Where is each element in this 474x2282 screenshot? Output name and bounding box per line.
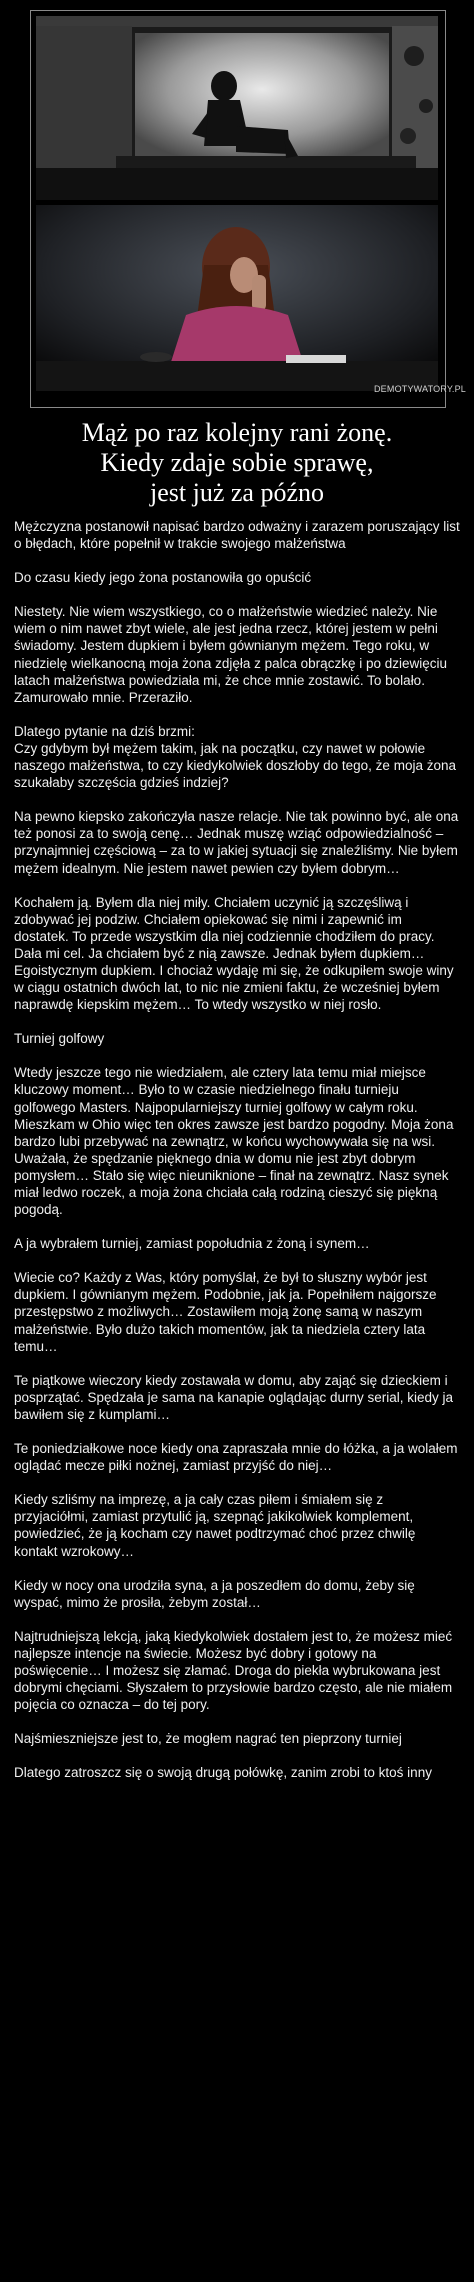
paragraph: A ja wybrałem turniej, zamiast popołudnia z żoną i synem… xyxy=(14,1236,370,1252)
paragraph: Wtedy jeszcze tego nie wiedziałem, ale cztery lata temu miał miejsce kluczowy moment… Było to w czasie niedzielnego finału turnieju golfowego Masters. Najpopularniejszy turniej golfowy w całym roku. Mieszkam w Ohio więc ten okres zawsze jest bardzo pogodny. Moja żona bardzo lubi przebywać na zewnątrz, w końcu wychowywała się na wsi. Uważała, że spędzanie pięknego dnia w domu nie jest zbyt dobrym pomysłem… Stało się więc nieuniknione – finał na zewnątrz. Nasz synek miał ledwo roczek, a moja żona chciała całą rodziną cieszyć się piękną pogodą. xyxy=(14,1065,454,1218)
paragraph: Najśmieszniejsze jest to, że mogłem nagrać ten pieprzony turniej xyxy=(14,1731,402,1747)
paragraph: Te piątkowe wieczory kiedy zostawała w domu, aby zająć się dzieckiem i posprzątać. Spędzała je sama na kanapie oglądając durny serial, kiedy ja bawiłem się z kumplami… xyxy=(14,1372,454,1422)
title-line-2: Kiedy zdaje sobie sprawę, xyxy=(100,448,374,477)
title-line-3: jest już za późno xyxy=(150,478,324,507)
paragraph: Niestety. Nie wiem wszystkiego, co o małżeństwie wiedzieć należy. Nie wiem o nim nawet zbyt wiele, ale jest jedna rzecz, której jestem w pełni świadomy. Jestem dupkiem i byłem gównianym mężem. Tego roku, w niedzielę wielkanocną moja żona zdjęła z palca obrączkę i po dziewięciu latach małżeństwa powiedziała mi, że chce mnie zostawić. To bolało. Zamurowało mnie. Przeraziło. xyxy=(14,604,447,705)
woman-at-table-illustration xyxy=(36,205,438,391)
paragraph: Wiecie co? Każdy z Was, który pomyślał, że był to słuszny wybór jest dupkiem. I gównianym mężem. Podobnie, jak ja. Popełniłem najgorsze przestępstwo z możliwych… Zostawiłem moją żonę samą w naszym małżeństwie. Było dużo takich momentów, jak ta niedziela cztery lata temu… xyxy=(14,1270,437,1354)
paragraph: Do czasu kiedy jego żona postanowiła go opuścić xyxy=(14,570,312,586)
paragraph: Turniej golfowy xyxy=(14,1031,105,1047)
photo-man-in-window xyxy=(36,16,438,200)
man-in-window-illustration xyxy=(36,16,438,200)
paragraph: Kiedy szliśmy na imprezę, a ja cały czas piłem i śmiałem się z przyjaciółmi, zamiast przytulić ją, szepnąć jakikolwiek komplement, powiedzieć, że ją kocham czy nawet podtrzymać choć przez chwilę kontakt wzrokowy… xyxy=(14,1492,416,1559)
paragraph: Na pewno kiepsko zakończyła nasze relacje. Nie tak powinno być, ale ona też ponosi za to swoją cenę… Jednak muszę wziąć odpowiedzialność – przynajmniej częściową – za to w jakiej sytuacji się znaleźliśmy. Nie byłem mężem idealnym. Nie jestem nawet pewien czy byłem dobrym… xyxy=(14,809,459,876)
title-line-1: Mąż po raz kolejny rani żonę. xyxy=(81,418,393,447)
paragraph: Najtrudniejszą lekcją, jaką kiedykolwiek dostałem jest to, że możesz mieć najlepsze intencje na świecie. Możesz być dobry i gotowy na poświęcenie… I możesz się złamać. Droga do piekła wybrukowana jest dobrymi chęciami. Słyszałem to przysłowie bardzo często, ale nie miałem pojęcia co oznacza – do tej pory. xyxy=(14,1628,453,1713)
paragraph: Dlatego pytanie na dziś brzmi: Czy gdybym był mężem takim, jak na początku, czy nawet w połowie naszego małżeństwa, to czy kiedykolwiek doszłoby do tego, że moja żona szukałaby szczęścia gdzieś indziej? xyxy=(14,723,456,791)
paragraph: Mężczyzna postanowił napisać bardzo odważny i zarazem poruszający list o błędach, które popełnił w trakcie swojego małżeństwa xyxy=(14,519,460,552)
paragraph: Dlatego zatroszcz się o swoją drugą połówkę, zanim zrobi to ktoś inny xyxy=(14,1765,432,1781)
paragraph: Kiedy w nocy ona urodziła syna, a ja poszedłem do domu, żeby się wyspać, mimo że prosiła, żebym został… xyxy=(14,1577,415,1610)
post-body xyxy=(14,518,460,1798)
photo-woman-at-table xyxy=(36,205,438,391)
post-title xyxy=(0,418,474,508)
watermark: DEMOTYWATORY.PL xyxy=(373,384,466,394)
paragraph: Kochałem ją. Byłem dla niej miły. Chciałem uczynić ją szczęśliwą i zdobywać jej podziw. Chciałem opiekować się nimi i zapewnić im dostatek. To przede wszystkim dla niej codziennie chodziłem do pracy. Dała mi cel. Ja chciałem być z nią zawsze. Jednak byłem dupkiem… Egoistycznym dupkiem. I chociaż wydaję mi się, że odkupiłem swoje winy w ciągu ostatnich dwóch lat, to nic nie zmieni faktu, że wcześniej byłem naprawdę kiepskim mężem… To wtedy wszystko w niej rosło. xyxy=(14,894,454,1013)
poster-image xyxy=(30,10,446,408)
paragraph: Te poniedziałkowe noce kiedy ona zapraszała mnie do łóżka, a ja wolałem oglądać mecze piłki nożnej, zamiast przyjść do niej… xyxy=(14,1441,458,1474)
